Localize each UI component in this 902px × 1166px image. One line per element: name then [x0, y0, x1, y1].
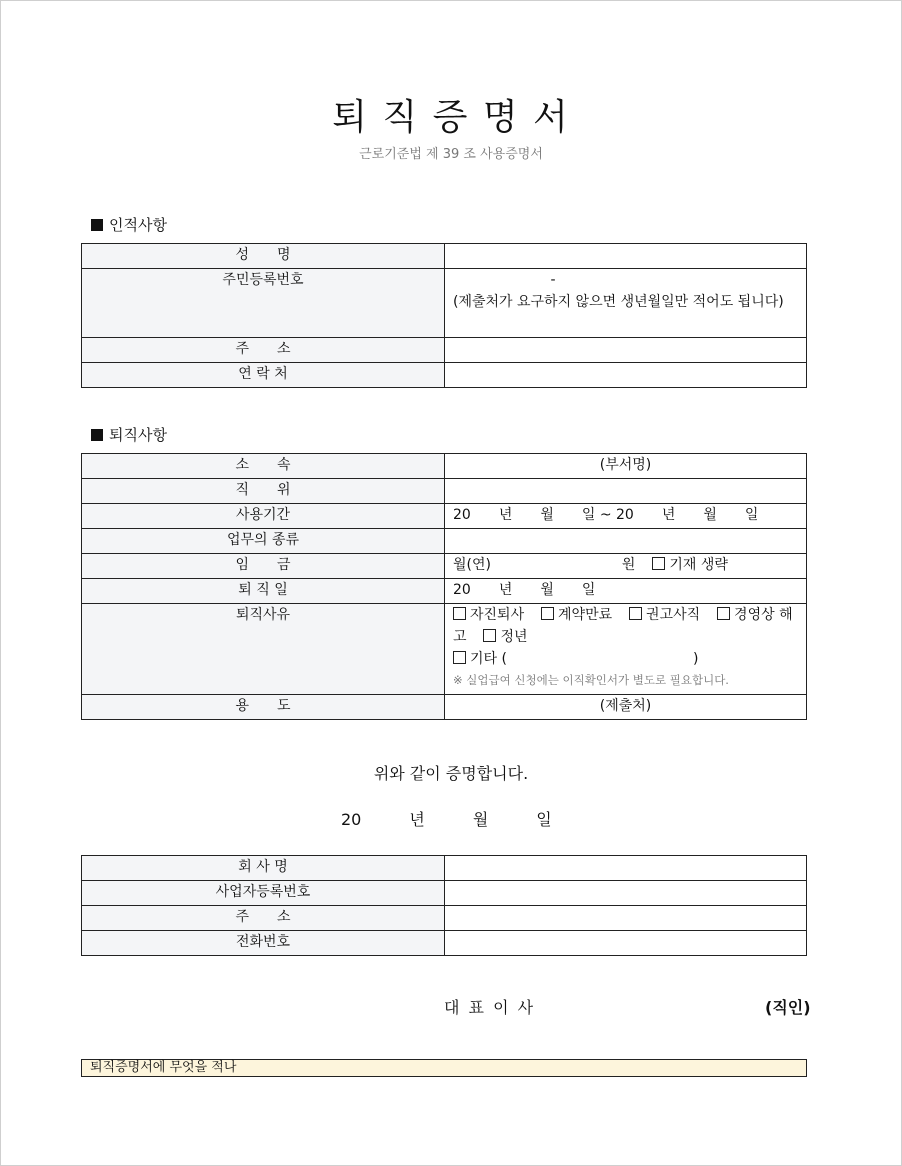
- address-field[interactable]: [445, 338, 807, 363]
- table-row: [82, 931, 807, 956]
- phone-field[interactable]: [445, 931, 807, 956]
- reason-checkbox-recommended[interactable]: [629, 607, 642, 620]
- issue-date-line: 20 년 월 일: [341, 810, 552, 829]
- company-name-label: 회 사 명: [82, 856, 445, 881]
- address-label: 주 소: [82, 338, 445, 363]
- table-row: [82, 529, 807, 554]
- position-label: 직 위: [82, 479, 445, 504]
- table-row: [82, 906, 807, 931]
- wage-omit-label: 기재 생략: [669, 557, 728, 573]
- table-row: [82, 579, 807, 604]
- wage-omit-checkbox[interactable]: [652, 557, 665, 570]
- company-info-table: [81, 855, 807, 956]
- confirm-statement: 위와 같이 증명합니다.: [373, 764, 529, 783]
- ssn-dash: -: [550, 272, 556, 288]
- name-field[interactable]: [445, 244, 807, 269]
- period-label: 사용기간: [82, 504, 445, 529]
- usage-field[interactable]: (제출처): [445, 695, 807, 720]
- wage-label: 임 금: [82, 554, 445, 579]
- table-row: [82, 881, 807, 906]
- contact-label: 연 락 처: [82, 363, 445, 388]
- table-row: [82, 244, 807, 269]
- document-title: 퇴 직 증 명 서: [332, 97, 570, 138]
- period-field[interactable]: 20 년 월 일 ~ 20 년 월 일: [445, 504, 807, 529]
- table-row: [82, 554, 807, 579]
- personal-info-table: [81, 243, 807, 388]
- table-row: [82, 363, 807, 388]
- wage-field[interactable]: [445, 554, 807, 579]
- position-field[interactable]: [445, 479, 807, 504]
- square-bullet-icon: [91, 219, 103, 231]
- retire-date-field[interactable]: 20 년 월 일: [445, 579, 807, 604]
- table-row: [82, 479, 807, 504]
- reason-checkbox-retirement-age[interactable]: [483, 629, 496, 642]
- seal-label: (직인): [765, 998, 811, 1017]
- section-heading-retirement: 퇴직사항: [91, 424, 167, 445]
- duty-label: 업무의 종류: [82, 529, 445, 554]
- name-label: 성 명: [82, 244, 445, 269]
- bizno-label: 사업자등록번호: [82, 881, 445, 906]
- table-row: [82, 454, 807, 479]
- company-name-field[interactable]: [445, 856, 807, 881]
- reason-field: [445, 604, 807, 695]
- ssn-field[interactable]: [445, 269, 807, 338]
- ceo-label: 대 표 이 사: [444, 998, 536, 1017]
- table-row: [82, 504, 807, 529]
- table-row: [82, 856, 807, 881]
- duty-field[interactable]: [445, 529, 807, 554]
- wage-unit: 원: [621, 557, 636, 573]
- phone-label: 전화번호: [82, 931, 445, 956]
- reason-checkbox-layoff[interactable]: [717, 607, 730, 620]
- table-row: [82, 695, 807, 720]
- table-row: [82, 604, 807, 695]
- company-address-label: 주 소: [82, 906, 445, 931]
- reason-note: ※ 실업급여 신청에는 이직확인서가 별도로 필요합니다.: [453, 673, 729, 687]
- reason-checkbox-other[interactable]: [453, 651, 466, 664]
- table-row: [82, 338, 807, 363]
- retire-date-label: 퇴 직 일: [82, 579, 445, 604]
- table-row: [82, 269, 807, 338]
- ssn-note: (제출처가 요구하지 않으면 생년월일만 적어도 됩니다): [453, 294, 784, 310]
- wage-prefix: 월(연): [453, 557, 491, 573]
- dept-field[interactable]: (부서명): [445, 454, 807, 479]
- dept-label: 소 속: [82, 454, 445, 479]
- reason-label: 퇴직사유: [82, 604, 445, 695]
- square-bullet-icon: [91, 429, 103, 441]
- document-subtitle: 근로기준법 제 39 조 사용증명서: [359, 147, 543, 162]
- ssn-label: 주민등록번호: [82, 269, 445, 338]
- reason-options: 자진퇴사 계약만료 권고사직 경영상 해고 정년: [453, 607, 793, 645]
- contact-field[interactable]: [445, 363, 807, 388]
- retirement-info-table: [81, 453, 807, 720]
- footnote-box: 퇴직증명서에 무엇을 적나: [81, 1059, 807, 1077]
- reason-checkbox-contract-end[interactable]: [541, 607, 554, 620]
- section-heading-personal: 인적사항: [91, 214, 167, 235]
- company-address-field[interactable]: [445, 906, 807, 931]
- usage-label: 용 도: [82, 695, 445, 720]
- reason-checkbox-voluntary[interactable]: [453, 607, 466, 620]
- bizno-field[interactable]: [445, 881, 807, 906]
- reason-other: 기타 ( ): [453, 648, 798, 670]
